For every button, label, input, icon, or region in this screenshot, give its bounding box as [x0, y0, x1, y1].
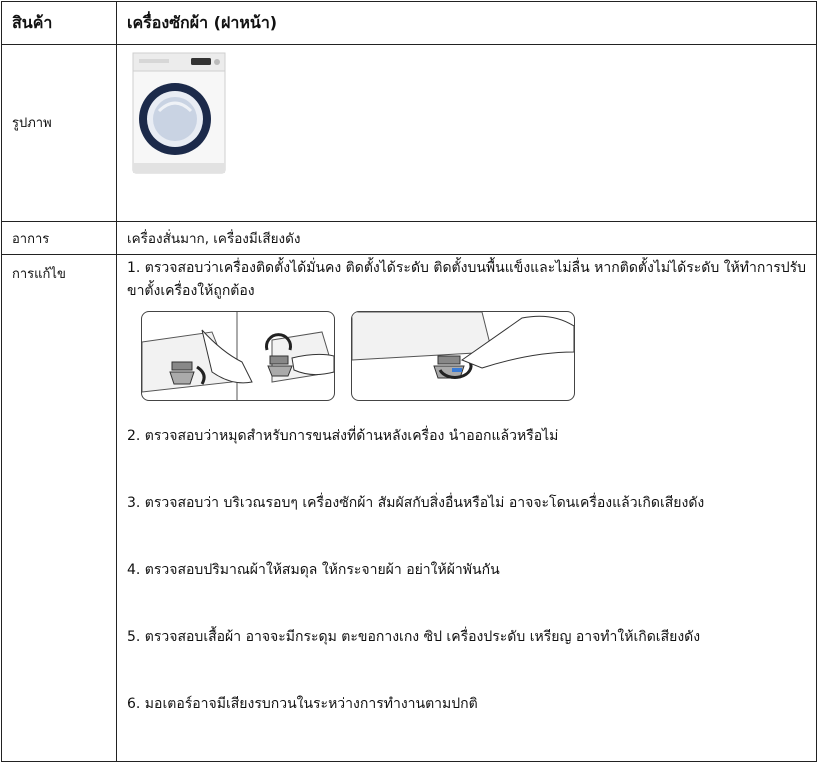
symptom-row	[2, 222, 817, 255]
product-table	[1, 1, 817, 762]
step-5: 5. ตรวจสอบเสื้อผ้า อาจจะมีกระดุม ตะขอกางเกง ซิป เครื่องประดับ เหรียญ อาจทำให้เกิดเสียงดัง	[127, 629, 701, 645]
header-product-label: สินค้า	[2, 2, 117, 45]
symptom-value: เครื่องสั่นมาก, เครื่องมีเสียงดัง	[117, 222, 817, 255]
header-row	[2, 2, 817, 45]
solution-steps	[117, 255, 817, 762]
step-3: 3. ตรวจสอบว่า บริเวณรอบๆ เครื่องซักผ้า สัมผัสกับสิ่งอื่นหรือไม่ อาจจะโดนเครื่องแล้วเกิดเสียงดัง	[127, 495, 705, 511]
image-cell	[117, 45, 817, 222]
image-label: รูปภาพ	[2, 45, 117, 222]
symptom-label: อาการ	[2, 222, 117, 255]
solution-row	[2, 255, 817, 762]
header-product-name: เครื่องซักผ้า (ฝาหน้า)	[117, 2, 817, 45]
step-2: 2. ตรวจสอบว่าหมุดสำหรับการขนส่งที่ด้านหลังเครื่อง นำออกแล้วหรือไม่	[127, 428, 559, 444]
leveling-illustrations	[141, 311, 806, 401]
solution-label: การแก้ไข	[2, 255, 117, 762]
step-6: 6. มอเตอร์อาจมีเสียงรบกวนในระหว่างการทำงานตามปกติ	[127, 696, 478, 712]
image-row	[2, 45, 817, 222]
adjust-leg-illustration	[141, 311, 335, 401]
adjust-foot-illustration	[351, 311, 575, 401]
step-4: 4. ตรวจสอบปริมาณผ้าให้สมดุล ให้กระจายผ้า อย่าให้ผ้าพันกัน	[127, 562, 500, 578]
washing-machine-image	[129, 51, 229, 177]
step-1: 1. ตรวจสอบว่าเครื่องติดตั้งได้มั่นคง ติดตั้งได้ระดับ ติดตั้งบนพื้นแข็งและไม่ลื่น หากติดตั้งไม่ได้ระดับ ให้ทำการปรับขาตั้งเครื่องให้ถูกต้อง	[127, 260, 807, 299]
